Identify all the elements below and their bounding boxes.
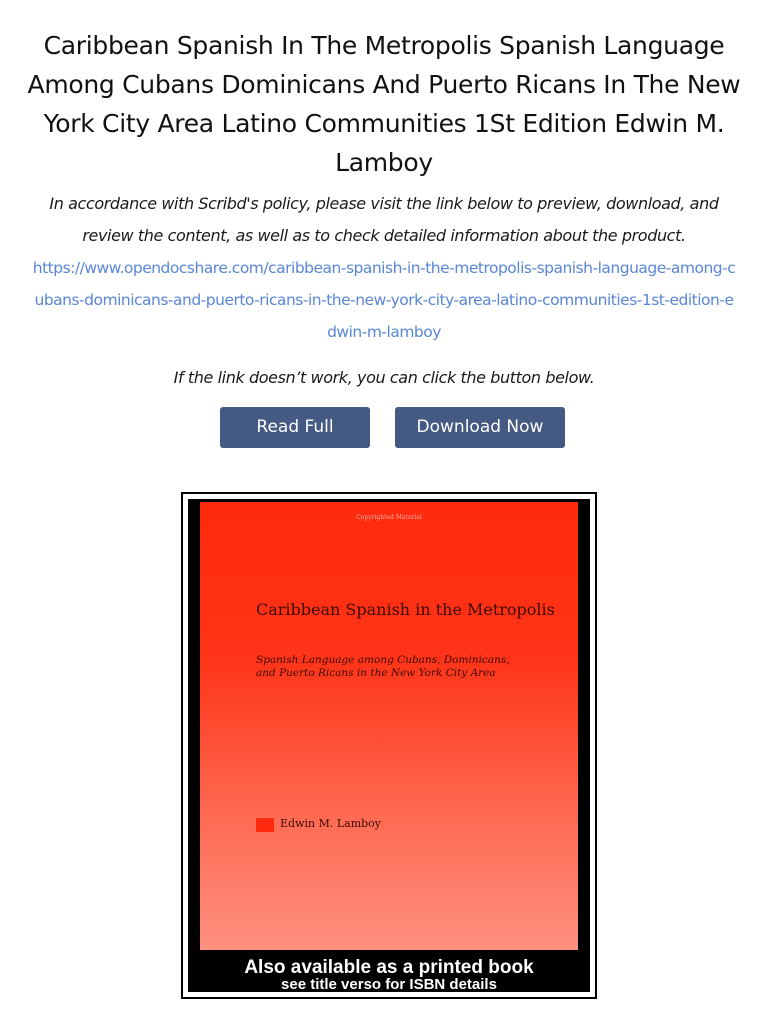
book-cover <box>188 499 590 992</box>
cover-banner-line1: Also available as a printed book <box>244 957 534 978</box>
author-marker <box>256 818 274 832</box>
download-now-button[interactable]: Download Now <box>395 407 565 448</box>
cover-banner-line2: see title verso for ISBN details <box>281 976 497 993</box>
cover-red-panel <box>200 502 578 950</box>
page-title: Caribbean Spanish In The Metropolis Spanish Language Among Cubans Dominicans And Puerto Ricans In The New York City Area Latino Communities 1St Edition Edwin M. Lamboy <box>27 31 741 177</box>
document-link[interactable]: https://www.opendocshare.com/caribbean-spanish-in-the-metropolis-spanish-language-among-cubans-dominicans-and-puerto-ricans-in-the-new-york-city-area-latino-communities-1st-edition-edwin-m-lamboy <box>32 259 736 341</box>
fallback-notice: If the link doesn’t work, you can click the button below. <box>173 368 595 387</box>
book-cover-frame[interactable] <box>181 492 597 999</box>
policy-notice: In accordance with Scribd's policy, please visit the link below to preview, download, and review the content, as well as to check detailed information about the product. <box>49 194 719 245</box>
cover-author: Edwin M. Lamboy <box>280 817 382 830</box>
cover-title: Caribbean Spanish in the Metropolis <box>256 600 555 619</box>
cover-copyright-line: Copyrighted Material <box>356 514 422 521</box>
read-full-button[interactable]: Read Full <box>220 407 370 448</box>
cover-subtitle: Spanish Language among Cubans, Dominicans, and Puerto Ricans in the New York City Area <box>256 654 510 679</box>
